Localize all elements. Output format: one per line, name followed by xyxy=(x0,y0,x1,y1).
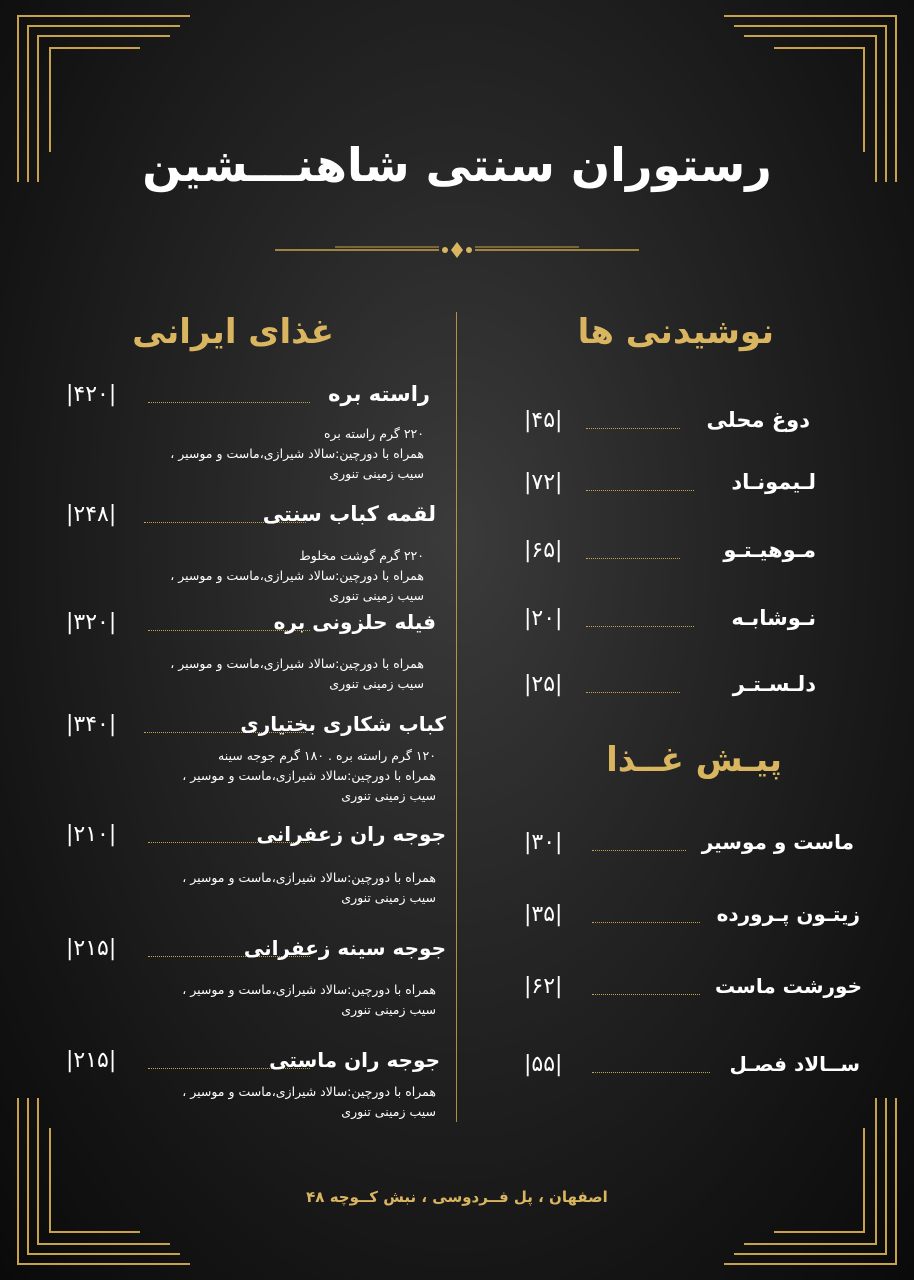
item-price: |۲۵| xyxy=(524,672,563,697)
corner-ornament-bottom-left xyxy=(14,1098,194,1268)
item-description xyxy=(182,1082,436,1122)
item-name: نـوشابـه xyxy=(731,606,816,630)
dotted-leader xyxy=(592,994,700,995)
item-description xyxy=(170,654,424,694)
dotted-leader xyxy=(586,626,694,627)
item-price: |۲۱۵| xyxy=(66,1048,117,1073)
menu-item-drink xyxy=(524,538,816,578)
item-name: جوجه سینه زعفرانی xyxy=(243,936,446,960)
item-price: |۲۴۸| xyxy=(66,502,117,527)
item-name: دلـسـتـر xyxy=(732,672,816,696)
column-divider xyxy=(456,312,457,1122)
title-divider-ornament xyxy=(275,240,639,260)
menu-item-drink xyxy=(524,470,816,510)
dotted-leader xyxy=(592,1072,710,1073)
item-price: |۳۴۰| xyxy=(66,712,117,737)
section-heading-appetizers: پیـش غــذا xyxy=(606,740,782,780)
menu-item-appetizer xyxy=(524,1052,860,1092)
desc-line: سیب زمینی تنوری xyxy=(329,588,424,603)
item-name: ماست و موسیر xyxy=(701,830,854,854)
menu-item-iranian xyxy=(66,502,436,542)
dotted-leader xyxy=(592,922,700,923)
menu-item-appetizer xyxy=(524,902,860,942)
menu-item-drink xyxy=(524,606,816,646)
item-description xyxy=(182,746,436,806)
desc-line: ۲۲۰ گرم گوشت مخلوط xyxy=(299,548,424,563)
desc-line: سیب زمینی تنوری xyxy=(341,890,436,905)
dotted-leader xyxy=(586,490,694,491)
desc-line: ۲۲۰ گرم راسته بره xyxy=(323,426,424,441)
item-description xyxy=(182,980,436,1020)
dotted-leader xyxy=(148,402,310,403)
item-description xyxy=(182,868,436,908)
dotted-leader xyxy=(586,428,680,429)
item-name: کباب شکاری بختیاری xyxy=(240,712,446,736)
desc-line: همراه با دورچین:سالاد شیرازی،ماست و موسیر ، xyxy=(182,870,436,885)
item-price: |۲۱۵| xyxy=(66,936,117,961)
item-price: |۲۱۰| xyxy=(66,822,117,847)
item-description xyxy=(170,546,424,606)
desc-line: همراه با دورچین:سالاد شیرازی،ماست و موسیر ، xyxy=(182,982,436,997)
item-price: |۲۰| xyxy=(524,606,563,631)
desc-line: همراه با دورچین:سالاد شیرازی،ماست و موسیر ، xyxy=(170,446,424,461)
item-price: |۵۵| xyxy=(524,1052,563,1077)
item-name: دوغ محلی xyxy=(706,408,810,432)
menu-item-drink xyxy=(524,672,816,712)
item-name: فیله حلزونی بره xyxy=(273,610,436,634)
item-price: |۳۲۰| xyxy=(66,610,117,635)
desc-line: همراه با دورچین:سالاد شیرازی،ماست و موسیر ، xyxy=(170,656,424,671)
item-price: |۶۵| xyxy=(524,538,563,563)
item-price: |۴۲۰| xyxy=(66,382,117,407)
menu-item-iranian xyxy=(66,936,446,976)
corner-ornament-bottom-right xyxy=(720,1098,900,1268)
item-name: جوجه ران ماستی xyxy=(269,1048,440,1072)
item-name: جوجه ران زعفرانی xyxy=(256,822,446,846)
menu-item-iranian xyxy=(66,610,436,650)
item-name: راسته بره xyxy=(328,382,430,406)
desc-line: سیب زمینی تنوری xyxy=(329,466,424,481)
restaurant-title: رستوران سنتی شاهنـــشین xyxy=(142,138,772,192)
menu-item-appetizer xyxy=(524,974,862,1014)
menu-item-drink xyxy=(524,408,810,448)
item-name: خورشت ماست xyxy=(714,974,862,998)
desc-line: سیب زمینی تنوری xyxy=(329,676,424,691)
item-price: |۳۵| xyxy=(524,902,563,927)
section-heading-drinks: نوشیدنی ها xyxy=(577,312,774,352)
item-name: ســالاد فصـل xyxy=(729,1052,860,1076)
menu-item-iranian xyxy=(66,382,430,422)
restaurant-address: اصفهان ، پل فــردوسی ، نبش کــوچه ۴۸ xyxy=(306,1188,608,1206)
section-heading-iranian-food: غذای ایرانی xyxy=(132,312,334,352)
item-name: لقمه کباب سنتی xyxy=(262,502,436,526)
desc-line: همراه با دورچین:سالاد شیرازی،ماست و موسیر ، xyxy=(182,768,436,783)
dotted-leader xyxy=(586,558,680,559)
item-price: |۴۵| xyxy=(524,408,563,433)
item-name: لـیمونـاد xyxy=(731,470,816,494)
desc-line: سیب زمینی تنوری xyxy=(341,788,436,803)
dotted-leader xyxy=(592,850,686,851)
item-price: |۳۰| xyxy=(524,830,563,855)
desc-line: سیب زمینی تنوری xyxy=(341,1002,436,1017)
item-description xyxy=(170,424,424,484)
dotted-leader xyxy=(586,692,680,693)
desc-line: ۱۲۰ گرم راسته بره . ۱۸۰ گرم جوجه سینه xyxy=(218,748,436,763)
item-name: زیتـون پـرورده xyxy=(716,902,860,926)
menu-item-iranian xyxy=(66,822,446,862)
item-price: |۶۲| xyxy=(524,974,563,999)
item-price: |۷۲| xyxy=(524,470,563,495)
desc-line: همراه با دورچین:سالاد شیرازی،ماست و موسیر ، xyxy=(182,1084,436,1099)
desc-line: سیب زمینی تنوری xyxy=(341,1104,436,1119)
menu-item-appetizer xyxy=(524,830,854,870)
item-name: مـوهیـتـو xyxy=(723,538,816,562)
desc-line: همراه با دورچین:سالاد شیرازی،ماست و موسیر ، xyxy=(170,568,424,583)
